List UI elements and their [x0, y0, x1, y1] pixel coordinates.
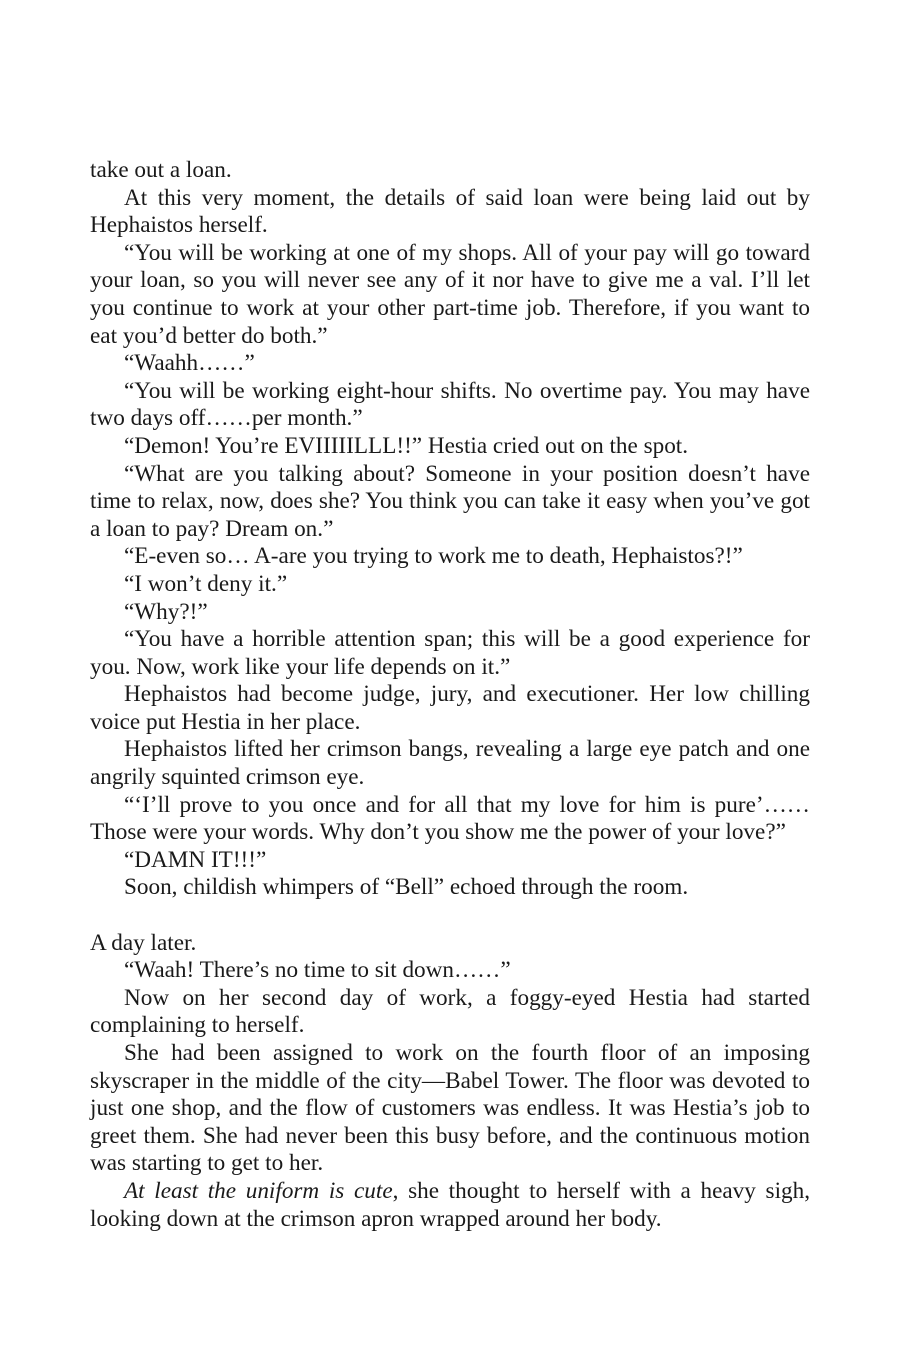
- paragraph: “I won’t deny it.”: [124, 570, 288, 597]
- paragraph: Hephaistos lifted her crimson bangs, revealing a large eye patch and one angrily squinted crimson eye.: [90, 736, 810, 791]
- paragraph: “Waahh……”: [124, 350, 255, 377]
- paragraph: “You have a horrible attention span; this will be a good experience for you. Now, work like your life depends on it.”: [90, 626, 810, 680]
- paragraph: “‘I’ll prove to you once and for all that my love for him is pure’…… Those were your words. Why don’t you show me the power of your love?”: [90, 791, 810, 846]
- body-text: [90, 157, 810, 1233]
- paragraph: “E-even so… A-are you trying to work me to death, Hephaistos?!”: [124, 543, 743, 570]
- paragraph: “What are you talking about? Someone in your position doesn’t have time to relax, now, does she? You think you can take it easy when you’ve got a loan to pay? Dream on.”: [90, 460, 810, 542]
- paragraph: Hephaistos had become judge, jury, and executioner. Her low chilling voice put Hestia in her place.: [90, 681, 810, 735]
- paragraph: Soon, childish whimpers of “Bell” echoed through the room.: [124, 874, 689, 901]
- paragraph: “DAMN IT!!!”: [124, 846, 267, 873]
- paragraph: [90, 1178, 810, 1233]
- paragraph: Now on her second day of work, a foggy-eyed Hestia had started complaining to herself.: [90, 984, 810, 1039]
- section-break: [90, 902, 810, 930]
- paragraph: “Waah! There’s no time to sit down……”: [124, 957, 511, 984]
- paragraph: take out a loan.: [90, 157, 232, 183]
- paragraph: A day later.: [90, 929, 197, 956]
- paragraph: She had been assigned to work on the fourth floor of an imposing skyscraper in the middle of the city—Babel Tower. The floor was devoted to just one shop, and the flow of customers was endless. It was Hestia’s job to greet them. She had never been this busy before, and the continuous motion was starting to get to her.: [90, 1040, 810, 1177]
- paragraph: “Why?!”: [124, 598, 208, 625]
- paragraph: “Demon! You’re EVIIIIILLL!!” Hestia cried out on the spot.: [124, 432, 689, 459]
- paragraph: “You will be working eight-hour shifts. No overtime pay. You may have two days off……per month.”: [90, 377, 810, 432]
- paragraph-rest: , she thought to herself with a heavy sigh, looking down at the crimson apron wrapped around her body.: [90, 1177, 810, 1232]
- paragraph: At this very moment, the details of said loan were being laid out by Hephaistos herself.: [90, 184, 810, 239]
- italic-thought: At least the uniform is cute: [124, 1177, 393, 1204]
- paragraph: “You will be working at one of my shops. All of your pay will go toward your loan, so you will never see any of it nor have to give me a val. I’ll let you continue to work at your other part-time job. Therefore, if you want to eat you’d better do both.”: [90, 239, 810, 349]
